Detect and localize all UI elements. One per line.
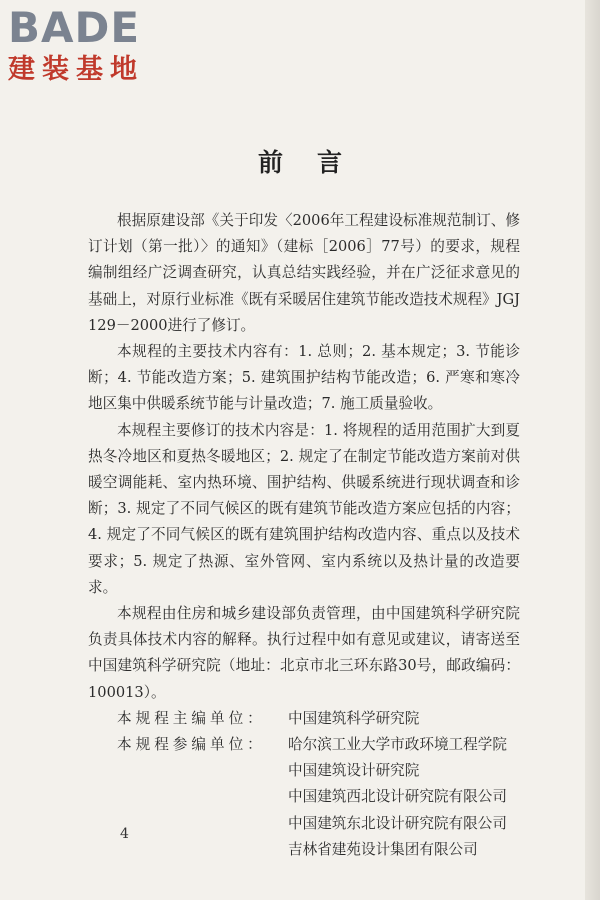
paragraph: 本规程由住房和城乡建设部负责管理，由中国建筑科学研究院负责具体技术内容的解释。执行过程中如有意见或建议，请寄送至中国建筑科学研究院（地址：北京市北三环东路30号，邮政编码：100013）。 bbox=[88, 605, 520, 701]
preface-body bbox=[88, 208, 520, 863]
paragraph: 本规程的主要技术内容有：1. 总则；2. 基本规定；3. 节能诊断；4. 节能改造方案；5. 建筑围护结构节能改造；6. 严寒和寒冷地区集中供暖系统节能与计量改造；7. 施工质量验收。 bbox=[88, 343, 520, 413]
participating-unit: 吉林省建苑设计集团有限公司 bbox=[288, 840, 478, 858]
participating-units-row bbox=[88, 732, 520, 863]
page-edge bbox=[585, 0, 600, 900]
participating-units-label: 本规程参编单位： bbox=[117, 736, 266, 754]
chief-unit-value: 中国建筑科学研究院 bbox=[288, 709, 420, 727]
page-number: 4 bbox=[120, 826, 129, 842]
units-section bbox=[88, 706, 520, 863]
logo-subtitle: 建装基地 bbox=[8, 54, 144, 85]
participating-unit: 中国建筑西北设计研究院有限公司 bbox=[288, 788, 507, 806]
chief-unit-label: 本规程主编单位： bbox=[117, 709, 266, 727]
participating-unit: 中国建筑东北设计研究院有限公司 bbox=[288, 814, 507, 832]
participating-unit: 中国建筑设计研究院 bbox=[288, 762, 420, 780]
paragraph: 本规程主要修订的技术内容是：1. 将规程的适用范围扩大到夏热冬冷地区和夏热冬暖地区；2. 规定了在制定节能改造方案前对供暖空调能耗、室内热环境、围护结构、供暖系统进行现状调查和诊断；3. 规定了不同气候区的既有建筑节能改造方案应包括的内容；4. 规定了不同气候区的既有建筑围护结构改造内容、重点以及技术要求；5. 规定了热源、室外管网、室内系统以及热计量的改造要求。 bbox=[88, 421, 520, 596]
paragraph: 根据原建设部《关于印发〈2006年工程建设标准规范制订、修订计划（第一批）〉的通知》（建标［2006］77号）的要求，规程编制组经广泛调查研究，认真总结实践经验，并在广泛征求意见的基础上，对原行业标准《既有采暖居住建筑节能改造技术规程》JGJ 129－2000进行了修订。 bbox=[88, 212, 520, 334]
chief-unit-row bbox=[88, 706, 520, 732]
logo-brand: BADE bbox=[8, 3, 141, 52]
participating-unit: 哈尔滨工业大学市政环境工程学院 bbox=[288, 736, 507, 754]
page-title: 前言 bbox=[257, 148, 376, 177]
participating-units-list bbox=[288, 732, 520, 863]
watermark-logo bbox=[8, 4, 144, 88]
